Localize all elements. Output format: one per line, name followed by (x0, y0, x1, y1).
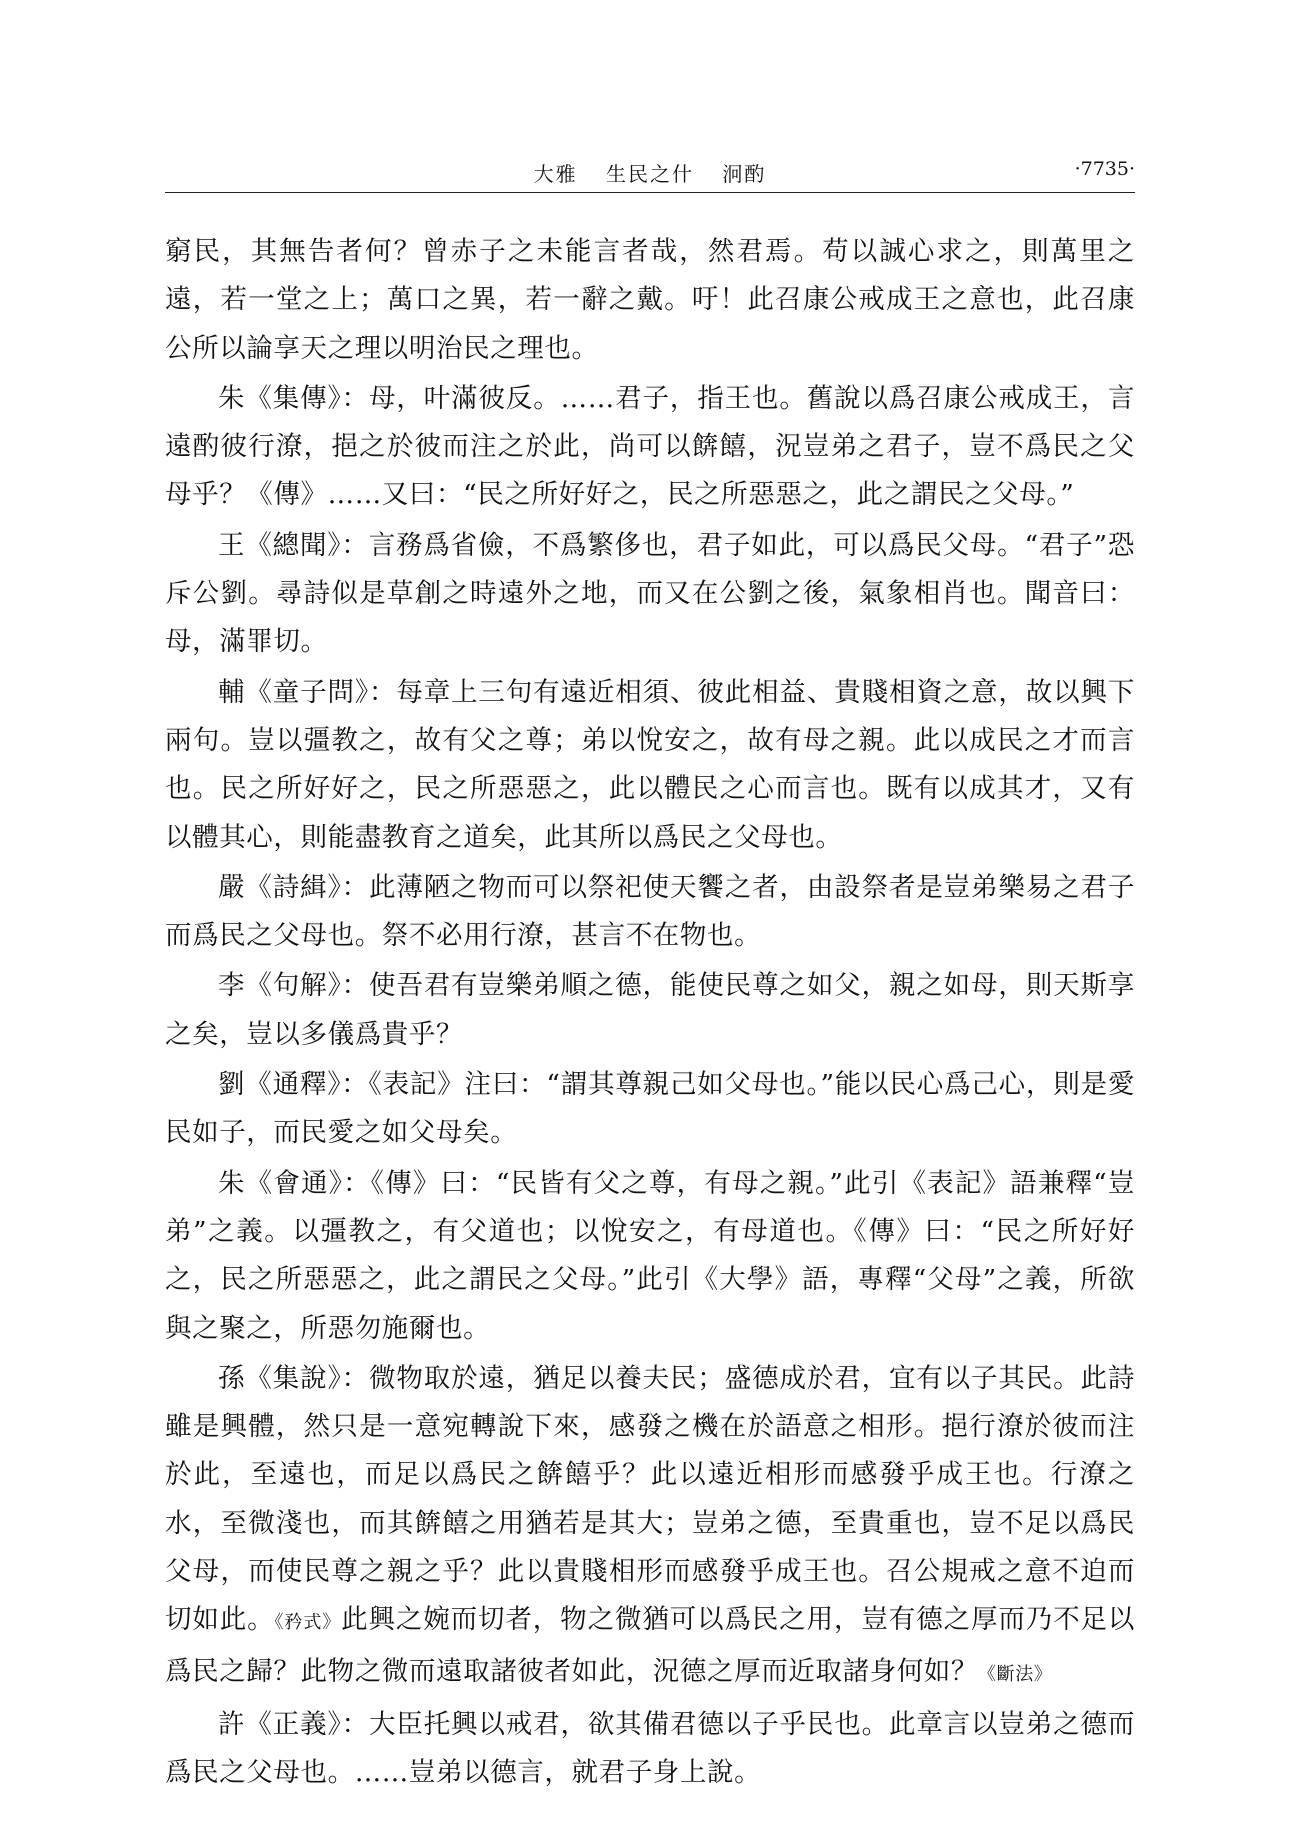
paragraph (165, 375, 1135, 520)
paragraph-text: 孫《集說》：微物取於遠，猶足以養夫民；盛德成於君，宜有以子其民。此詩雖是興體，然只是一意宛轉說下來，感發之機在於語意之相形。挹行潦於彼而注於此，至遠也，而足以爲民之餴饎乎？此以遠近相形而感發乎成王也。行潦之水，至微淺也，而其餴饎之用猶若是其大；豈弟之德，至貴重也，豈不足以爲民父母，而使民尊之親之乎？此以貴賤相形而感發乎成王也。召公規戒之意不迫而切如此。 (165, 1362, 1135, 1636)
paragraph (165, 1160, 1135, 1353)
paragraph-text: 王《總聞》：言務爲省儉，不爲繁侈也，君子如此，可以爲民父母。“君子”恐斥公劉。尋詩似是草創之時遠外之地，而又在公劉之後，氣象相肖也。聞音曰：母，滿罪切。 (165, 529, 1135, 658)
paragraph-text: 此興之婉而切者，物之微猶可以爲民之用，豈有德之厚而乃不足以爲民之歸？此物之微而遠取諸彼者如此，況德之厚而近取諸身何如？ (165, 1604, 1135, 1687)
running-header (165, 158, 1135, 194)
paragraph (165, 522, 1135, 667)
paragraph (165, 864, 1135, 961)
paragraph-text: 朱《會通》：《傳》曰：“民皆有父之尊，有母之親。”此引《表記》語兼釋“豈弟”之義。以彊教之，有父道也；以悅安之，有母道也。《傳》曰：“民之所好好之，民之所惡惡之，此之謂民之父母。”此引《大學》語，專釋“父母”之義，所欲與之聚之，所惡勿施爾也。 (165, 1167, 1135, 1344)
paragraph-text: 李《句解》：使吾君有豈樂弟順之德，能使民尊之如父，親之如母，則天斯享之矣，豈以多儀爲貴乎？ (165, 970, 1135, 1050)
paragraph (165, 962, 1135, 1059)
source-note: 《斷法》 (978, 1663, 1053, 1685)
page-body (165, 228, 1135, 1800)
paragraph-text: 許《正義》：大臣托興以戒君，欲其備君德以子乎民也。此章言以豈弟之德而爲民之父母也。……豈弟以德言，就君子身上說。 (165, 1708, 1135, 1789)
paragraph-text: 朱《集傳》：母，叶滿彼反。……君子，指王也。舊說以爲召康公戒成王，言遠酌彼行潦，挹之於彼而注之於此，尚可以餴饎，況豈弟之君子，豈不爲民之父母乎？《傳》……又曰：“民之所好好之，民之所惡惡之，此之謂民之父母。” (165, 382, 1135, 511)
header-title-part: 大雅 (533, 162, 578, 186)
page-number: ·7735· (1074, 158, 1135, 180)
source-note: 《矜式》 (274, 1612, 342, 1634)
paragraph (165, 1355, 1135, 1699)
paragraph-text: 窮民，其無告者何？曾赤子之未能言者哉，然君焉。苟以誠心求之，則萬里之遠，若一堂之上；萬口之異，若一辭之戴。吁！此召康公戒成王之意也，此召康公所以論享天之理以明治民之理也。 (165, 236, 1135, 364)
paragraph (165, 1061, 1135, 1158)
paragraph-text: 劉《通釋》：《表記》注曰：“謂其尊親己如父母也。”能以民心爲己心，則是愛民如子，而民愛之如父母矣。 (165, 1069, 1135, 1149)
paragraph-text: 嚴《詩緝》：此薄陋之物而可以祭祀使天饗之者，由設祭者是豈弟樂易之君子而爲民之父母也。祭不必用行潦，甚言不在物也。 (165, 871, 1135, 952)
header-title-part: 泂酌 (722, 162, 767, 186)
paragraph-text: 輔《童子問》：每章上三句有遠近相須、彼此相益、貴賤相資之意，故以興下兩句。豈以彊教之，故有父之尊；弟以悅安之，故有母之親。此以成民之才而言也。民之所好好之，民之所惡惡之，此以體民之心而言也。既有以成其才，又有以體其心，則能盡教育之道矣，此其所以爲民之父母也。 (165, 676, 1135, 853)
header-title (165, 158, 1135, 187)
paragraph (165, 228, 1135, 373)
paragraph (165, 669, 1135, 862)
paragraph (165, 1701, 1135, 1798)
header-title-part: 生民之什 (606, 162, 694, 186)
header-rule (165, 192, 1135, 193)
